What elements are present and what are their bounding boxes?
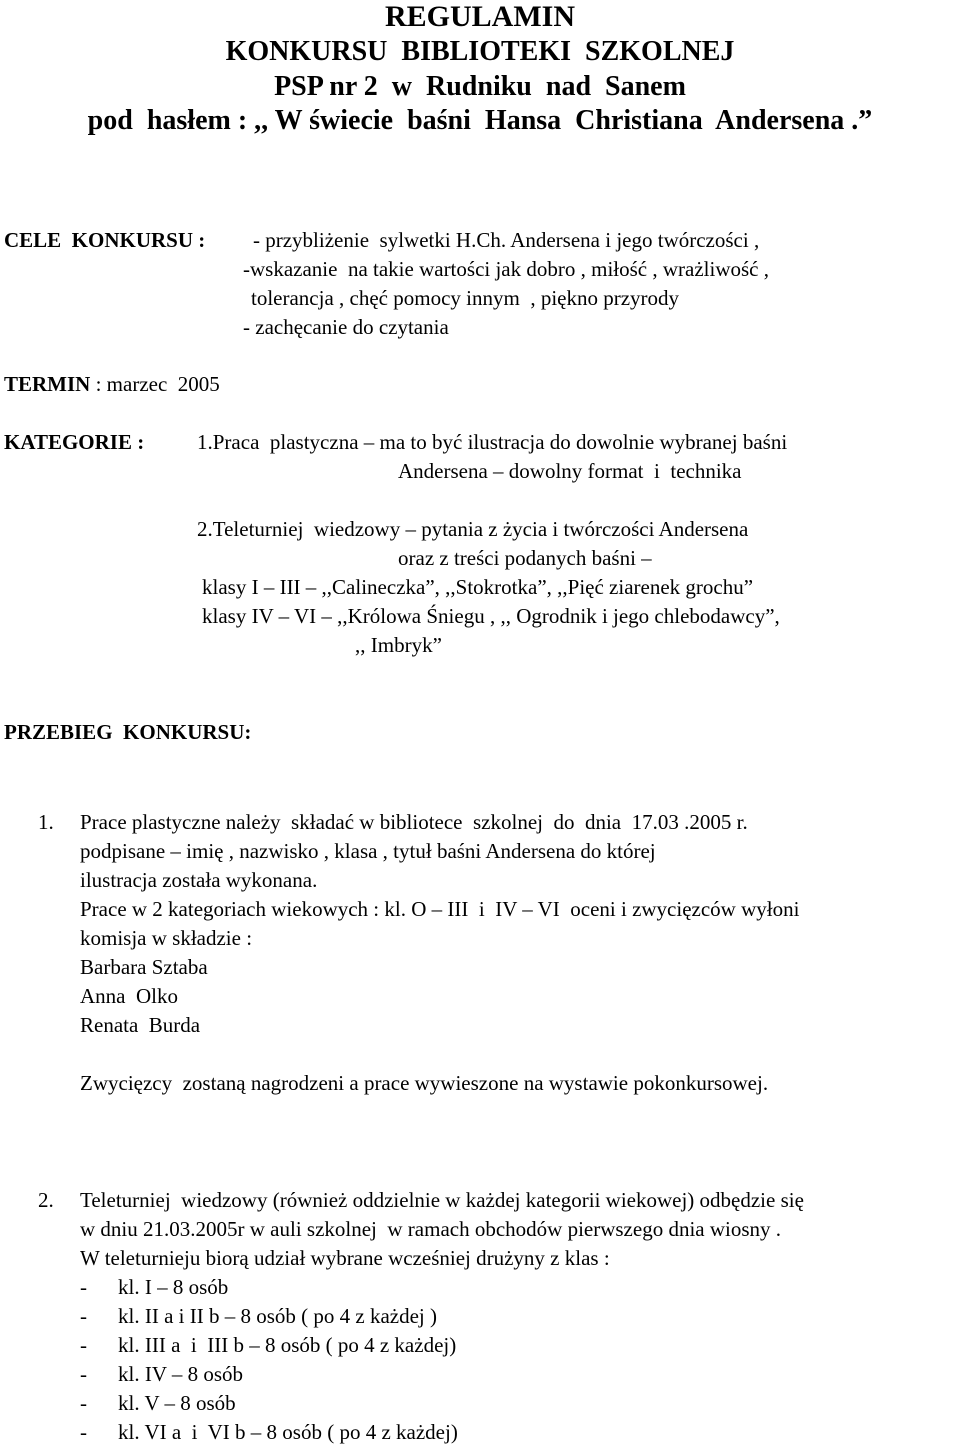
point-2-line-1: Teleturniej wiedzowy (również oddzielnie w każdej kategorii wiekowej) odbędzie się [80, 1188, 804, 1212]
cele-label: CELE KONKURSU : [4, 228, 206, 252]
point-1-line-4: Prace w 2 kategoriach wiekowych : kl. O – III i IV – VI oceni i zwycięzców wyłoni [80, 897, 800, 921]
point-2-line-2: w dniu 21.03.2005r w auli szkolnej w ramach obchodów pierwszego dnia wiosny . [80, 1217, 782, 1241]
termin-value: : marzec 2005 [90, 372, 220, 396]
point-1-line-1: Prace plastyczne należy składać w bibliotece szkolnej do dnia 17.03 .2005 r. [80, 810, 748, 834]
team-item: kl. III a i III b – 8 osób ( po 4 z każdej) [118, 1333, 457, 1357]
jury-member-1: Barbara Sztaba [80, 955, 208, 979]
team-dash: - [80, 1420, 87, 1444]
title-line-4: pod hasłem : ,, W świecie baśni Hansa Christiana Andersena .” [87, 105, 873, 136]
cele-line-3: tolerancja , chęć pomocy innym , piękno przyrody [251, 286, 680, 310]
team-item: kl. IV – 8 osób [118, 1362, 244, 1386]
team-dash: - [80, 1362, 87, 1386]
team-item: kl. I – 8 osób [118, 1275, 229, 1299]
point-1-closing: Zwycięzcy zostaną nagrodzeni a prace wywieszone na wystawie pokonkursowej. [80, 1071, 769, 1095]
point-1-line-2: podpisane – imię , nazwisko , klasa , tytuł baśni Andersena do której [80, 839, 656, 863]
point-2-number: 2. [38, 1188, 54, 1212]
point-1-number: 1. [38, 810, 54, 834]
team-item: kl. II a i II b – 8 osób ( po 4 z każdej ) [118, 1304, 437, 1328]
cele-line-2: -wskazanie na takie wartości jak dobro , miłość , wrażliwość , [243, 257, 769, 281]
kategoria-2-line-4: klasy IV – VI – ,,Królowa Śniegu , ,, Ogrodnik i jego chlebodawcy”, [202, 604, 780, 628]
point-2-line-3: W teleturnieju biorą udział wybrane wcześniej drużyny z klas : [80, 1246, 610, 1270]
team-dash: - [80, 1391, 87, 1415]
cele-line-4: - zachęcanie do czytania [243, 315, 449, 339]
kategoria-2-line-3: klasy I – III – ,,Calineczka”, ,,Stokrotka”, ,,Pięć ziarenek grochu” [202, 575, 754, 599]
title-line-3: PSP nr 2 w Rudniku nad Sanem [274, 71, 686, 102]
kategoria-2-line-5: ,, Imbryk” [355, 633, 442, 657]
kategoria-1-line-1: 1.Praca plastyczna – ma to być ilustracja do dowolnie wybranej baśni [197, 430, 788, 454]
point-1-line-5: komisja w składzie : [80, 926, 253, 950]
jury-member-2: Anna Olko [80, 984, 178, 1008]
title-line-2: KONKURSU BIBLIOTEKI SZKOLNEJ [225, 36, 735, 67]
point-1-line-3: ilustracja została wykonana. [80, 868, 318, 892]
team-item: kl. V – 8 osób [118, 1391, 236, 1415]
team-dash: - [80, 1333, 87, 1357]
team-dash: - [80, 1304, 87, 1328]
team-item: kl. VI a i VI b – 8 osób ( po 4 z każdej) [118, 1420, 458, 1444]
przebieg-label: PRZEBIEG KONKURSU: [4, 720, 252, 744]
kategoria-2-line-1: 2.Teleturniej wiedzowy – pytania z życia i twórczości Andersena [197, 517, 749, 541]
kategoria-1-line-2: Andersena – dowolny format i technika [398, 459, 742, 483]
document-title: REGULAMIN [384, 0, 575, 33]
kategoria-2-line-2: oraz z treści podanych baśni – [398, 546, 652, 570]
termin-label: TERMIN [4, 372, 91, 396]
jury-member-3: Renata Burda [80, 1013, 201, 1037]
termin-row [4, 374, 220, 395]
cele-line-1: - przybliżenie sylwetki H.Ch. Andersena i jego twórczości , [253, 228, 760, 252]
team-dash: - [80, 1275, 87, 1299]
kategorie-label: KATEGORIE : [4, 430, 145, 454]
